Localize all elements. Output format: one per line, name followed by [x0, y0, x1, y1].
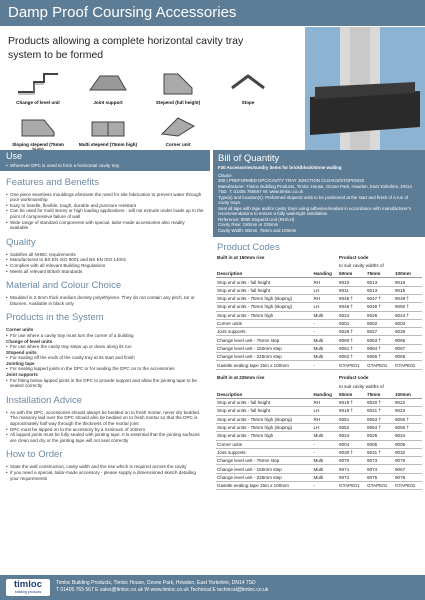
table-cell: Stop end units - 75mm high: [216, 432, 313, 440]
product-codes-table-150: [216, 253, 422, 370]
list-item: • For use where a cavity tray must turn the corner of a building: [6, 333, 204, 339]
footer-contact-line: T 01405 765 567 E sales@timloc.co.uk W www.timloc.co.uk Technical E technical@timloc.co.uk: [56, 587, 269, 593]
table-cell: Multi: [313, 311, 339, 319]
table-cell: 9019 †: [338, 407, 366, 415]
table-row: [216, 278, 422, 286]
table-cell: 9050 †: [394, 303, 422, 311]
icon-label: Change of level unit: [16, 100, 60, 105]
how-to-order-heading: How to Order: [6, 449, 63, 461]
table-cell: -: [313, 448, 339, 456]
table-cell: LH: [313, 286, 339, 294]
table-cell: -: [313, 361, 339, 369]
table-cell: GTAPE01: [338, 482, 366, 490]
table-cell: 9072: [338, 473, 366, 481]
features-list: [0, 192, 210, 231]
table-cell: 9026: [366, 311, 394, 319]
table-cell: 9070: [338, 457, 366, 465]
table-cell: 9054 †: [366, 423, 394, 431]
table-cell: GTAPE01: [366, 482, 394, 490]
table-cell: 9051: [338, 415, 366, 423]
right-column: [213, 150, 425, 490]
table-cell: Multi: [313, 336, 339, 344]
column-header: 50mm: [338, 390, 366, 398]
list-item: • For fitting below lapped joints in the DPC to provide support and allow the jointing tape to be sealed correctly: [6, 378, 204, 389]
code-subcaption: to suit cavity widths of: [339, 383, 384, 389]
list-item: • Can be used for multi storey or high loading applications - will not extrude under loads up to the point of compressive failure of wall: [6, 208, 204, 219]
table-row: [216, 407, 422, 415]
installation-list: [0, 410, 210, 444]
table-cell: 9047 †: [366, 294, 394, 302]
table-cell: 9004: [338, 440, 366, 448]
list-item: • Moulded in 2.0mm thick medium density polyethylene. They do not contain any pitch, tar or bitumen. Available in black only: [6, 295, 204, 306]
logo-text: timloc: [14, 579, 42, 590]
table-cell: 9062 †: [338, 353, 366, 361]
use-text: [0, 162, 210, 171]
table-cell: Multi: [313, 344, 339, 352]
table-cell: 9026: [366, 432, 394, 440]
list-item: • As with the DPC, accessories should always be bedded on to fresh mortar, never dry bedded. The masonry laid over the DPC should also be bedded on to fresh mortar so that the DPC is approximately half way through the thickness of the mortar joint: [6, 410, 204, 427]
table-cell: Multi: [313, 432, 339, 440]
table-caption-row: [216, 382, 422, 390]
table-cell: 9018 †: [338, 399, 366, 407]
table-row: [216, 440, 422, 448]
table-cell: 9073: [366, 457, 394, 465]
table-cell: 9024: [394, 432, 422, 440]
table-cell: 9052: [338, 423, 366, 431]
corner-unit-icon: [148, 112, 208, 147]
table-cell: 9031 †: [366, 448, 394, 456]
table-cell: RH: [313, 294, 339, 302]
table-row: [216, 328, 422, 336]
table-cell: Stop end units - 75mm high: [216, 311, 313, 319]
column-header: 75mm: [366, 270, 394, 278]
column-header: 100mm: [394, 270, 422, 278]
table-cell: 9071: [338, 465, 366, 473]
sloping-stepend-icon: [8, 112, 68, 152]
page-title: Damp Proof Coursing Accessories: [8, 4, 237, 21]
table-cell: Joint supports: [216, 448, 313, 456]
table-cell: RH: [313, 415, 339, 423]
product-photo: [305, 27, 425, 151]
table-cell: GTAPE01: [366, 361, 394, 369]
table-cell: Change level unit - 150mm step: [216, 465, 313, 473]
table-row: [216, 311, 422, 319]
features-heading: Features and Benefits: [6, 176, 99, 188]
table-cell: 9028: [394, 328, 422, 336]
table-cell: LH: [313, 407, 339, 415]
table-cell: GTAPE01: [394, 482, 422, 490]
table-cell: 9068: [394, 353, 422, 361]
bill-line: Type(s) and location(s): Preformed stopend units to be positioned at the start and finish of a run of cavity trays.: [218, 194, 409, 205]
table-cell: 9011: [338, 286, 366, 294]
list-item: • Complies with all relevant Building Regulations: [6, 263, 204, 269]
table-cell: 9055 †: [394, 415, 422, 423]
code-caption: Product code: [339, 375, 369, 381]
table-cell: Stop end units - 75mm high (sloping): [216, 294, 313, 302]
table-row: [216, 361, 422, 369]
table-cell: LH: [313, 423, 339, 431]
product-codes-table-225: [216, 374, 422, 491]
table-row: [216, 336, 422, 344]
material-heading: Material and Colour Choice: [6, 280, 122, 292]
group-title: Stopend units: [6, 349, 37, 355]
group-title: Corner units: [6, 327, 34, 333]
list-item: • For use where the cavity tray steps up or down along its run: [6, 344, 204, 350]
bill-line: Manufacturer: Timloc Building Products, Timloc House, Ozone Park, Howden, East Yorkshire, DN14 7SD. T: 01405 765567 W: www.timloc.co.uk: [218, 183, 412, 194]
bill-line: Seal all laps with tape and/or cavity trays using adhesive/sealant in accordance with manufacturer's recommendations to ensure a fully watertight installation.: [218, 205, 411, 216]
list-item: • If you need a special, tailor-made accessory - please supply a dimensioned sketch detailing your requirements: [6, 470, 204, 481]
table-cell: Multi: [313, 457, 339, 465]
icon-label: Stepend (full height): [155, 100, 201, 105]
table-row: [216, 399, 422, 407]
table-row: [216, 473, 422, 481]
icon-label: Sloping stepend (75mm: [12, 142, 64, 147]
table-cell: 9053 †: [366, 415, 394, 423]
table-cell: 9010: [338, 278, 366, 286]
table-cell: Corner units: [216, 319, 313, 327]
table-caption-spacer: [216, 261, 338, 269]
list-item: • For sealing lapped joints in the DPC or for sealing the DPC on to the accessories: [6, 366, 204, 372]
footer-contact: [56, 580, 268, 594]
table-row: [216, 448, 422, 456]
table-cell: GTAPE01: [338, 361, 366, 369]
table-cell: 9066: [394, 336, 422, 344]
table-cell: -: [313, 440, 339, 448]
table-cell: 9067: [394, 465, 422, 473]
table-cell: 9030 †: [338, 448, 366, 456]
table-caption-row: [216, 253, 422, 261]
table-cell: 9024: [338, 432, 366, 440]
table-header-row: [216, 390, 422, 398]
list-item: • Manufactured to BS EN ISO 9001 and BS EN ISO 14001: [6, 257, 204, 263]
page-subtitle: Products allowing a complete horizontal cavity tray system to be formed: [8, 35, 244, 61]
table-cell: 9005: [366, 440, 394, 448]
product-icons: [8, 68, 298, 158]
table-cell: LH: [313, 303, 339, 311]
table-cell: Change level unit - 150mm step: [216, 344, 313, 352]
group-title: Joint supports: [6, 372, 38, 378]
list-item: • Satisfies all NHBC requirements: [6, 252, 204, 258]
table-cell: RH: [313, 399, 339, 407]
table-row: [216, 344, 422, 352]
code-subcaption: to suit cavity widths of: [339, 262, 384, 268]
table-cell: 9024: [338, 311, 366, 319]
table-row: [216, 423, 422, 431]
table-cell: Stop end units - 75mm high (sloping): [216, 303, 313, 311]
column-header: 75mm: [366, 390, 394, 398]
table-header-row: [216, 270, 422, 278]
table-cell: GTAPE01: [394, 361, 422, 369]
table-cell: Stop end units - full height: [216, 407, 313, 415]
table-cell: 9015: [394, 286, 422, 294]
logo-subtext: building products: [14, 590, 42, 594]
footer-address: Timloc Building Products, Timloc House, Ozone Park, Howden, East Yorkshire, DN14 7SD: [56, 580, 256, 586]
list-item: • One piece seamless mouldings eliminate the need for site fabrication to prevent water through poor workmanship: [6, 192, 204, 203]
table-cell: Change level unit - 225mm step: [216, 473, 313, 481]
table-cell: 9076: [394, 457, 422, 465]
table-cell: 9023: [394, 407, 422, 415]
footer: [0, 575, 425, 600]
code-caption: Product code: [339, 254, 369, 260]
table-caption: Built in at 150mm rise: [217, 254, 265, 260]
how-to-order-list: [0, 464, 210, 481]
joint-support-icon: [78, 68, 138, 105]
table-cell: Stop end units - full height: [216, 399, 313, 407]
table-row: [216, 294, 422, 302]
table-cell: Change level unit - 75mm step: [216, 457, 313, 465]
title-bar: [0, 0, 425, 26]
table-cell: Multi: [313, 353, 339, 361]
list-item: • For sealing off the ends of the cavity tray at its start and finish: [6, 355, 204, 361]
table-cell: -: [313, 319, 339, 327]
use-item: • Wherever DPC is used to form a horizontal cavity tray: [6, 163, 204, 169]
table-cell: 9032: [394, 448, 422, 456]
table-cell: 9002: [366, 319, 394, 327]
list-item: • State the wall construction, cavity width and the rise which is required across the cavity: [6, 464, 204, 470]
table-cell: Gasitite sealing tape 15m x 100mm: [216, 482, 313, 490]
table-cell: 9024 †: [394, 311, 422, 319]
table-cell: 9078: [394, 473, 422, 481]
table-cell: RH: [313, 278, 339, 286]
table-row: [216, 303, 422, 311]
table-cell: Stop end units - 75mm high (sloping): [216, 423, 313, 431]
table-cell: 9003: [394, 319, 422, 327]
list-item: • Easy to handle, flexible, tough, durable and puncture resistant: [6, 203, 204, 209]
column-header: Description: [216, 270, 313, 278]
quality-list: [0, 252, 210, 274]
table-cell: 9046 †: [338, 303, 366, 311]
column-header: Handing: [313, 270, 339, 278]
table-cell: -: [313, 482, 339, 490]
installation-heading: Installation Advice: [6, 394, 83, 406]
table-cell: 9064 †: [366, 344, 394, 352]
stepend-full-height-icon: [148, 68, 208, 105]
products-in-system-heading: Products in the System: [6, 312, 104, 324]
table-row: [216, 353, 422, 361]
timloc-logo: [6, 579, 50, 596]
table-row: [216, 319, 422, 327]
table-cell: 9065 †: [366, 353, 394, 361]
icon-label: Multi stepend (75mm high): [78, 142, 138, 147]
table-cell: Stop end units - full height: [216, 286, 313, 294]
table-row: [216, 432, 422, 440]
table-cell: 9027: [366, 328, 394, 336]
table-cell: Change level unit - 75mm step: [216, 336, 313, 344]
bill-line: Reference: 9060 Stopend Unit (RH/LH): [218, 216, 295, 222]
material-list: [0, 295, 210, 306]
table-cell: 9067: [394, 344, 422, 352]
table-cell: 9063 †: [366, 336, 394, 344]
bill-line: Cavity Rise: 150mm or 225mm: [218, 222, 279, 227]
left-column: [0, 150, 210, 481]
table-caption-row: [216, 261, 422, 269]
table-caption-row: [216, 374, 422, 382]
table-cell: 9056 †: [394, 423, 422, 431]
use-section-bar: Use: [0, 150, 210, 162]
table-cell: 9048 †: [366, 303, 394, 311]
table-cell: 9074: [366, 465, 394, 473]
icon-label: Joint support: [93, 100, 123, 105]
table-cell: 9006: [394, 440, 422, 448]
table-cell: 9013: [366, 278, 394, 286]
change-of-level-unit-icon: [8, 68, 68, 105]
table-cell: -: [313, 328, 339, 336]
list-item: • DPC must be lapped on to the accessory by a minimum of 100mm: [6, 427, 204, 433]
table-cell: 9021 †: [366, 407, 394, 415]
table-cell: 9026 †: [338, 328, 366, 336]
table-row: [216, 286, 422, 294]
quality-heading: Quality: [6, 236, 36, 248]
table-cell: Gasitite sealing tape 15m x 100mm: [216, 361, 313, 369]
table-cell: Multi: [313, 473, 339, 481]
column-header: 100mm: [394, 390, 422, 398]
icon-label: Corner unit: [165, 142, 191, 147]
table-row: [216, 482, 422, 490]
table-cell: 9013: [366, 286, 394, 294]
products-in-system-list: [0, 327, 210, 389]
table-cell: Multi: [313, 465, 339, 473]
table-cell: Corner units: [216, 440, 313, 448]
icon-label: Stope: [241, 100, 255, 105]
table-row: [216, 465, 422, 473]
group-title: Change of level units: [6, 338, 53, 344]
bill-line: Clause: [218, 172, 232, 178]
column-header: 50mm: [338, 270, 366, 278]
table-cell: 9022: [394, 399, 422, 407]
table-cell: 9016: [394, 278, 422, 286]
table-row: [216, 457, 422, 465]
multi-stepend-icon: [78, 112, 138, 147]
table-cell: 9061 †: [338, 344, 366, 352]
table-cell: Change level unit - 225mm step: [216, 353, 313, 361]
column-header: Description: [216, 390, 313, 398]
table-cell: 9060 †: [338, 336, 366, 344]
table-cell: 9045 †: [338, 294, 366, 302]
group-title: Jointing tape: [6, 360, 35, 366]
list-item: • All lapped joints must be fully sealed with jointing tape. It is essential that the jointing surfaces are clean and dry or the jointing tape will not seal correctly: [6, 432, 204, 443]
table-cell: 9075: [366, 473, 394, 481]
bill-line: Cavity Width: 50mm, 75mm and 100mm: [218, 227, 297, 233]
stope-icon: [218, 68, 278, 105]
product-codes-heading: Product Codes: [217, 242, 280, 253]
table-cell: 9001: [338, 319, 366, 327]
bill-of-quantity-box: [213, 150, 425, 237]
table-cell: Joint supports: [216, 328, 313, 336]
table-cell: 9049 †: [394, 294, 422, 302]
bill-subheading: F30 Accessories/sundry items for brick/block/stone walling: [218, 165, 342, 170]
column-header: Handing: [313, 390, 339, 398]
table-cell: Stop end units - 75mm high (sloping): [216, 415, 313, 423]
list-item: • Wide range of standard components with special, tailor-made accessories also readily available: [6, 220, 204, 231]
table-row: [216, 415, 422, 423]
table-caption-spacer: [216, 382, 338, 390]
bill-heading: Bill of Quantity: [218, 153, 280, 164]
table-caption: Built in at 225mm rise: [217, 375, 265, 381]
table-cell: Stop end units - full height: [216, 278, 313, 286]
list-item: • Meets all relevant British Standards: [6, 269, 204, 275]
table-cell: 9020 †: [366, 399, 394, 407]
bill-line: 300 | PREFORMED DPC/CAVITY TRAY JUNCTION CLOAKS/STOPENDS: [218, 178, 365, 183]
